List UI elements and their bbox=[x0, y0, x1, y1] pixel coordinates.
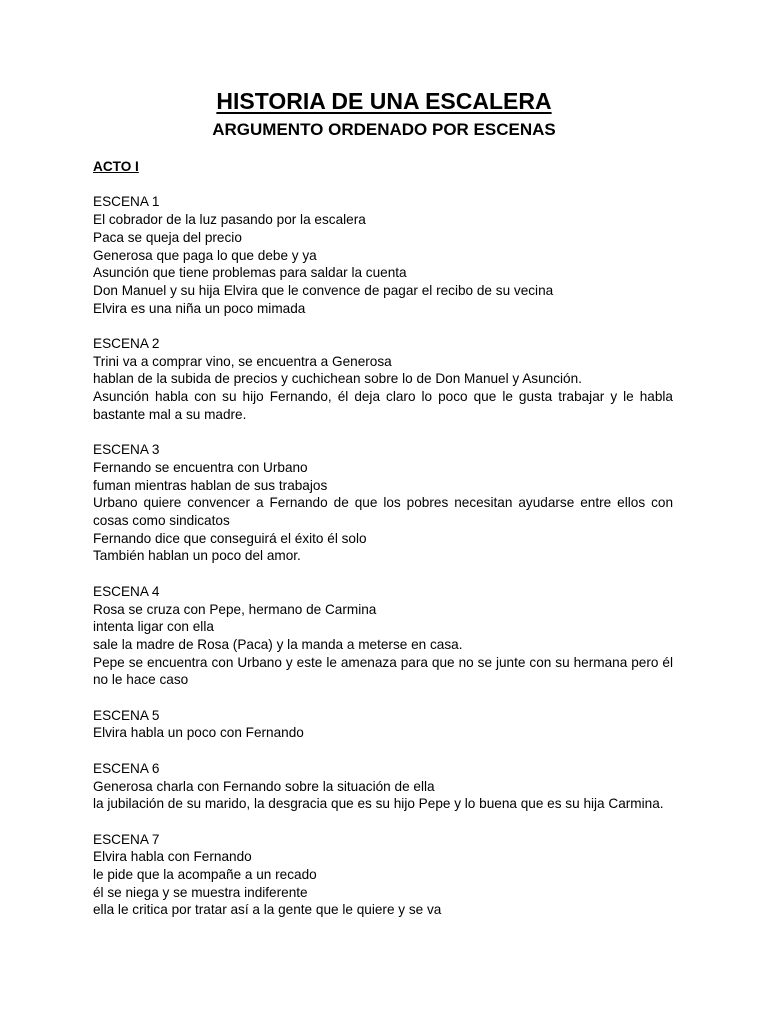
scene-1 bbox=[93, 193, 673, 317]
scene-line: Elvira habla un poco con Fernando bbox=[93, 725, 304, 741]
scene-line: Generosa charla con Fernando sobre la situación de ella bbox=[93, 778, 435, 794]
scene-heading: ESCENA 2 bbox=[93, 336, 160, 351]
scene-line: Fernando se encuentra con Urbano bbox=[93, 459, 308, 475]
scene-line: hablan de la subida de precios y cuchichean sobre lo de Don Manuel y Asunción. bbox=[93, 371, 582, 387]
document-title bbox=[0, 84, 768, 118]
scene-line: Elvira habla con Fernando bbox=[93, 849, 252, 865]
scene-heading: ESCENA 3 bbox=[93, 442, 160, 458]
scene-line: Fernando dice que conseguirá el éxito él solo bbox=[93, 530, 367, 546]
scene-line: Elvira es una niña un poco mimada bbox=[93, 300, 306, 316]
scene-line: sale la madre de Rosa (Paca) y la manda a meterse en casa. bbox=[93, 636, 463, 652]
scene-line: él se niega y se muestra indiferente bbox=[93, 884, 308, 900]
scene-heading: ESCENA 4 bbox=[93, 583, 160, 599]
scene-4 bbox=[93, 583, 673, 689]
scene-line: Trini va a comprar vino, se encuentra a Generosa bbox=[93, 353, 392, 369]
scene-line: Paca se queja del precio bbox=[93, 229, 242, 245]
scene-line: Urbano quiere convencer a Fernando de que los pobres necesitan ayudarse entre ellos con cosas como sindicatos bbox=[93, 495, 673, 529]
scene-7 bbox=[93, 831, 673, 920]
scene-heading: ESCENA 6 bbox=[93, 760, 160, 776]
scene-heading: ESCENA 5 bbox=[93, 707, 160, 723]
scene-line: También hablan un poco del amor. bbox=[93, 548, 301, 564]
scene-heading: ESCENA 7 bbox=[93, 831, 160, 847]
scene-line: la jubilación de su marido, la desgracia que es su hijo Pepe y lo buena que es su hija Carmina. bbox=[93, 796, 664, 812]
scene-line: Asunción habla con su hijo Fernando, él deja claro lo poco que le gusta trabajar y le habla bastante mal a su madre. bbox=[93, 389, 673, 422]
document-subtitle: ARGUMENTO ORDENADO POR ESCENAS bbox=[212, 120, 556, 139]
scene-line: Rosa se cruza con Pepe, hermano de Carmina bbox=[93, 601, 377, 617]
scene-heading: ESCENA 1 bbox=[93, 194, 160, 210]
scene-6 bbox=[93, 760, 673, 813]
scene-line: intenta ligar con ella bbox=[93, 619, 214, 635]
scene-line: le pide que la acompañe a un recado bbox=[93, 867, 317, 883]
act-heading: ACTO I bbox=[93, 159, 139, 174]
scene-2 bbox=[93, 335, 673, 424]
scene-5 bbox=[93, 707, 673, 742]
scene-line: Pepe se encuentra con Urbano y este le amenaza para que no se junte con su hermana pero él no le hace caso bbox=[93, 654, 673, 688]
scene-3 bbox=[93, 441, 673, 565]
document-body bbox=[93, 158, 673, 937]
scene-line: Don Manuel y su hija Elvira que le convence de pagar el recibo de su vecina bbox=[93, 282, 554, 298]
scene-line: El cobrador de la luz pasando por la escalera bbox=[93, 212, 366, 228]
document-title-text: HISTORIA DE UNA ESCALERA bbox=[216, 88, 552, 114]
scene-line: Generosa que paga lo que debe y ya bbox=[93, 247, 317, 263]
scene-line: ella le critica por tratar así a la gente que le quiere y se va bbox=[93, 902, 442, 918]
scene-line: fuman mientras hablan de sus trabajos bbox=[93, 477, 328, 493]
scene-line: Asunción que tiene problemas para saldar la cuenta bbox=[93, 265, 407, 281]
